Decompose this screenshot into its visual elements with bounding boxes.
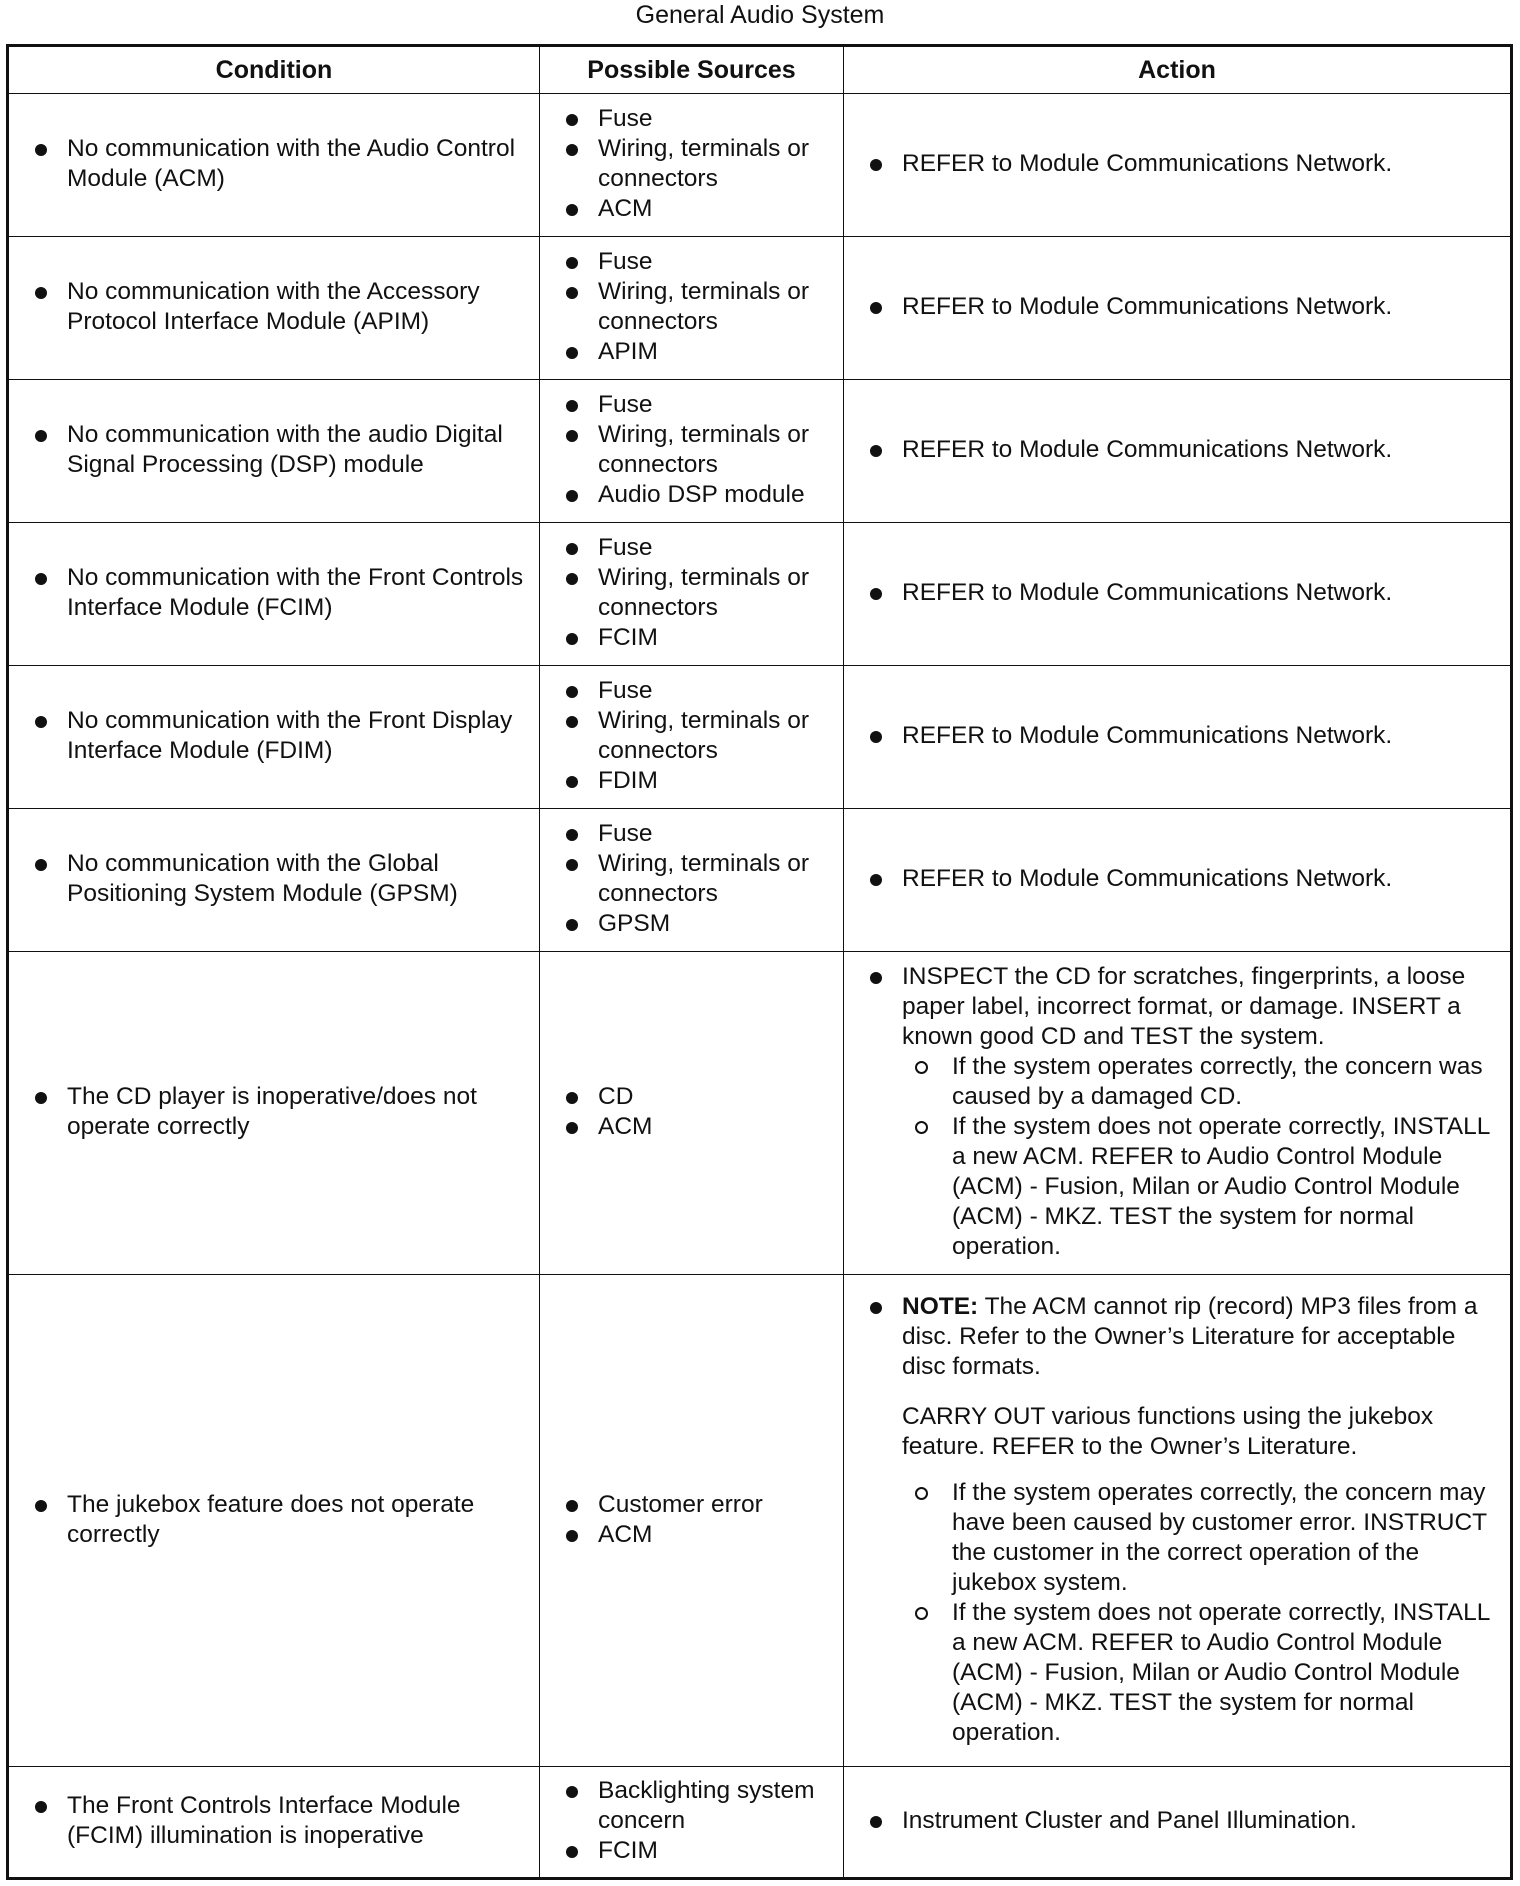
action-item bbox=[854, 1292, 1500, 1748]
note-paragraph bbox=[902, 1292, 1500, 1382]
table-row bbox=[8, 1275, 1512, 1767]
page-title: General Audio System bbox=[635, 1, 885, 29]
source-item: Audio DSP module bbox=[550, 480, 833, 510]
header-action: Action bbox=[844, 46, 1512, 94]
condition-cell bbox=[8, 1275, 540, 1767]
condition-cell bbox=[8, 1767, 540, 1879]
action-text: INSPECT the CD for scratches, fingerprints, a loose paper label, incorrect format, or damage. INSERT a known good CD and TEST the system. bbox=[902, 963, 1466, 1050]
action-text: REFER to Module Communications Network. bbox=[854, 721, 1500, 751]
condition-cell bbox=[8, 380, 540, 523]
table-row bbox=[8, 666, 1512, 809]
action-text: REFER to Module Communications Network. bbox=[854, 149, 1500, 179]
condition-text: No communication with the Accessory Protocol Interface Module (APIM) bbox=[19, 277, 529, 337]
action-cell bbox=[844, 94, 1512, 237]
header-condition: Condition bbox=[8, 46, 540, 94]
sub-action: If the system does not operate correctly, INSTALL a new ACM. REFER to Audio Control Module (ACM) - Fusion, Milan or Audio Control Module (ACM) - MKZ. TEST the system for normal operation. bbox=[902, 1598, 1500, 1748]
action-text: REFER to Module Communications Network. bbox=[854, 292, 1500, 322]
condition-text: The Front Controls Interface Module (FCIM) illumination is inoperative bbox=[19, 1791, 529, 1851]
source-item: Wiring, terminals or connectors bbox=[550, 277, 833, 337]
sources-cell bbox=[540, 94, 844, 237]
source-item: Fuse bbox=[550, 819, 833, 849]
source-item: Wiring, terminals or connectors bbox=[550, 134, 833, 194]
condition-cell bbox=[8, 237, 540, 380]
sources-cell bbox=[540, 1275, 844, 1767]
source-item: ACM bbox=[550, 1112, 833, 1142]
symptom-chart-table bbox=[6, 44, 1513, 1880]
condition-cell bbox=[8, 809, 540, 952]
sub-action: If the system operates correctly, the concern may have been caused by customer error. INSTRUCT the customer in the correct operation of the jukebox system. bbox=[902, 1478, 1500, 1598]
source-item: Wiring, terminals or connectors bbox=[550, 706, 833, 766]
action-text: Instrument Cluster and Panel Illumination. bbox=[854, 1806, 1500, 1836]
source-item: Fuse bbox=[550, 676, 833, 706]
table-row bbox=[8, 523, 1512, 666]
sources-cell bbox=[540, 666, 844, 809]
note-text: The ACM cannot rip (record) MP3 files from a disc. Refer to the Owner’s Literature for acceptable disc formats. bbox=[902, 1292, 1478, 1380]
action-text: REFER to Module Communications Network. bbox=[854, 578, 1500, 608]
sources-cell bbox=[540, 809, 844, 952]
source-item: CD bbox=[550, 1082, 833, 1112]
source-item: Fuse bbox=[550, 104, 833, 134]
source-item: Wiring, terminals or connectors bbox=[550, 563, 833, 623]
condition-text: No communication with the Audio Control Module (ACM) bbox=[19, 134, 529, 194]
source-item: Customer error bbox=[550, 1490, 833, 1520]
sources-cell bbox=[540, 380, 844, 523]
sources-cell bbox=[540, 952, 844, 1275]
action-cell bbox=[844, 1767, 1512, 1879]
action-cell bbox=[844, 952, 1512, 1275]
condition-cell bbox=[8, 94, 540, 237]
source-item: Wiring, terminals or connectors bbox=[550, 849, 833, 909]
source-item: FCIM bbox=[550, 1836, 833, 1866]
action-cell bbox=[844, 523, 1512, 666]
source-item: FDIM bbox=[550, 766, 833, 796]
action-cell bbox=[844, 380, 1512, 523]
source-item: ACM bbox=[550, 194, 833, 224]
source-item: FCIM bbox=[550, 623, 833, 653]
table-row bbox=[8, 380, 1512, 523]
action-text: REFER to Module Communications Network. bbox=[854, 435, 1500, 465]
source-item: GPSM bbox=[550, 909, 833, 939]
action-item bbox=[854, 962, 1500, 1262]
action-cell bbox=[844, 1275, 1512, 1767]
action-text: REFER to Module Communications Network. bbox=[854, 864, 1500, 894]
sources-cell bbox=[540, 523, 844, 666]
action-cell bbox=[844, 809, 1512, 952]
condition-cell bbox=[8, 952, 540, 1275]
action-cell bbox=[844, 237, 1512, 380]
sources-cell bbox=[540, 1767, 844, 1879]
header-possible-sources: Possible Sources bbox=[540, 46, 844, 94]
sources-cell bbox=[540, 237, 844, 380]
source-item: Fuse bbox=[550, 390, 833, 420]
condition-text: The jukebox feature does not operate correctly bbox=[19, 1490, 529, 1550]
source-item: ACM bbox=[550, 1520, 833, 1550]
condition-cell bbox=[8, 523, 540, 666]
source-item: Wiring, terminals or connectors bbox=[550, 420, 833, 480]
source-item: Fuse bbox=[550, 247, 833, 277]
sub-action: If the system does not operate correctly, INSTALL a new ACM. REFER to Audio Control Module (ACM) - Fusion, Milan or Audio Control Module (ACM) - MKZ. TEST the system for normal operation. bbox=[902, 1112, 1500, 1262]
table-row bbox=[8, 809, 1512, 952]
condition-cell bbox=[8, 666, 540, 809]
source-item: Backlighting system concern bbox=[550, 1776, 833, 1836]
condition-text: No communication with the audio Digital Signal Processing (DSP) module bbox=[19, 420, 529, 480]
table-row bbox=[8, 952, 1512, 1275]
action-cell bbox=[844, 666, 1512, 809]
condition-text: No communication with the Global Positioning System Module (GPSM) bbox=[19, 849, 529, 909]
action-text: CARRY OUT various functions using the jukebox feature. REFER to the Owner’s Literature. bbox=[902, 1402, 1434, 1460]
note-label: NOTE: bbox=[902, 1292, 979, 1320]
table-row bbox=[8, 94, 1512, 237]
condition-text: The CD player is inoperative/does not operate correctly bbox=[19, 1082, 529, 1142]
source-item: Fuse bbox=[550, 533, 833, 563]
condition-text: No communication with the Front Controls Interface Module (FCIM) bbox=[19, 563, 529, 623]
sub-action: If the system operates correctly, the concern was caused by a damaged CD. bbox=[902, 1052, 1500, 1112]
source-item: APIM bbox=[550, 337, 833, 367]
table-header-row bbox=[8, 46, 1512, 94]
condition-text: No communication with the Front Display Interface Module (FDIM) bbox=[19, 706, 529, 766]
table-row bbox=[8, 1767, 1512, 1879]
table-row bbox=[8, 237, 1512, 380]
